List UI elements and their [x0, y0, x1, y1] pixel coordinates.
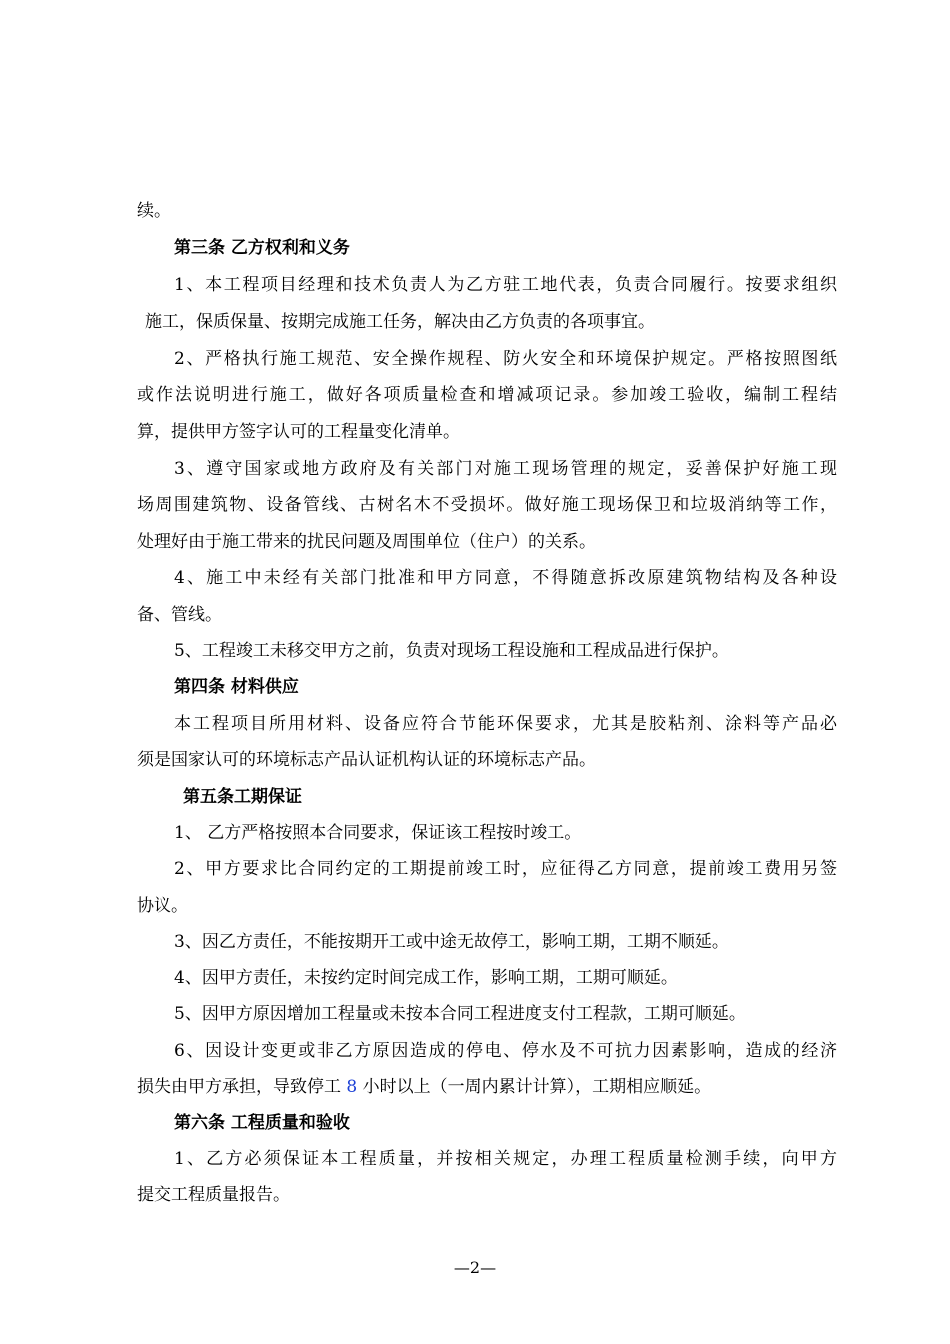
paragraph-line: 或作法说明进行施工，做好各项质量检查和增减项记录。参加竣工验收，编制工程结 [137, 385, 837, 405]
text-segment: 小时以上（一周内累计计算），工期相应顺延。 [357, 1077, 712, 1097]
page-number: —2— [453, 1258, 497, 1277]
paragraph-line: 2、严格执行施工规范、安全操作规程、防火安全和环境保护规定。严格按照图纸 [174, 349, 837, 369]
paragraph-line: 2、甲方要求比合同约定的工期提前竣工时，应征得乙方同意，提前竣工费用另签 [174, 859, 837, 879]
paragraph-line: 3、遵守国家或地方政府及有关部门对施工现场管理的规定，妥善保护好施工现 [174, 459, 837, 479]
paragraph-line: 算，提供甲方签字认可的工程量变化清单。 [137, 422, 460, 442]
paragraph-line: 须是国家认可的环境标志产品认证机构认证的环境标志产品。 [137, 750, 596, 770]
paragraph-line: 5、工程竣工未移交甲方之前，负责对现场工程设施和工程成品进行保护。 [174, 641, 729, 661]
heading-article-4: 第四条 材料供应 [174, 677, 299, 697]
paragraph-line: 5、因甲方原因增加工程量或未按本合同工程进度支付工程款，工期可顺延。 [174, 1004, 746, 1024]
paragraph-line: 场周围建筑物、设备管线、古树名木不受损坏。做好施工现场保卫和垃圾消纳等工作， [137, 495, 837, 515]
paragraph-line: 6、因设计变更或非乙方原因造成的停电、停水及不可抗力因素影响，造成的经济 [174, 1041, 837, 1061]
text-segment: 损失由甲方承担，导致停工 [137, 1077, 347, 1097]
paragraph-line: 协议。 [137, 896, 188, 916]
heading-article-5: 第五条工期保证 [183, 787, 302, 807]
highlighted-number: 8 [346, 1077, 358, 1097]
continuation-line: 续。 [137, 201, 171, 221]
paragraph-line: 3、因乙方责任，不能按期开工或中途无故停工，影响工期，工期不顺延。 [174, 932, 729, 952]
paragraph-line: 施工，保质保量、按期完成施工任务，解决由乙方负责的各项事宜。 [145, 312, 655, 332]
paragraph-line: 4、因甲方责任，未按约定时间完成工作，影响工期，工期可顺延。 [174, 968, 678, 988]
paragraph-line: 1、乙方必须保证本工程质量，并按相关规定，办理工程质量检测手续，向甲方 [174, 1149, 837, 1169]
heading-article-3: 第三条 乙方权利和义务 [174, 238, 350, 258]
paragraph-line: 处理好由于施工带来的扰民问题及周围单位（住户）的关系。 [137, 532, 596, 552]
paragraph-line: 4、施工中未经有关部门批准和甲方同意，不得随意拆改原建筑物结构及各种设 [174, 568, 837, 588]
paragraph-line: 提交工程质量报告。 [137, 1185, 290, 1205]
paragraph-line: 本工程项目所用材料、设备应符合节能环保要求，尤其是胶粘剂、涂料等产品必 [174, 714, 837, 734]
paragraph-line: 1、 乙方严格按照本合同要求，保证该工程按时竣工。 [174, 823, 582, 843]
paragraph-line [137, 1076, 837, 1098]
heading-article-6: 第六条 工程质量和验收 [174, 1113, 350, 1133]
paragraph-line: 1、本工程项目经理和技术负责人为乙方驻工地代表，负责合同履行。按要求组织 [174, 275, 837, 295]
paragraph-line: 备、管线。 [137, 605, 222, 625]
